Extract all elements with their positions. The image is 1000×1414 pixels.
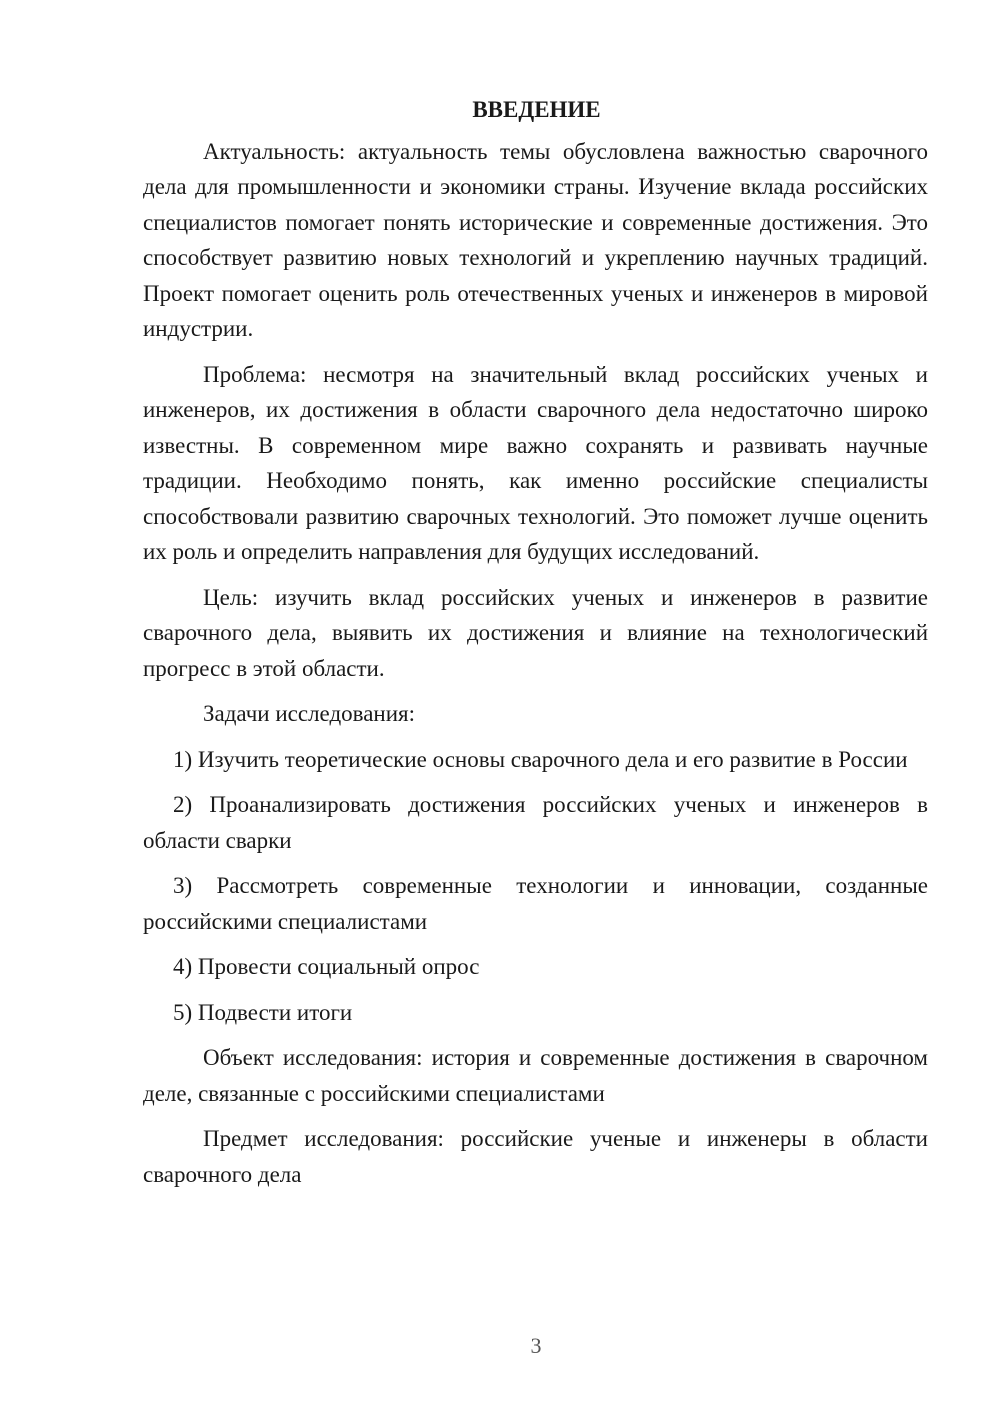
tasks-heading: Задачи исследования: bbox=[203, 701, 416, 726]
relevance-paragraph: Актуальность: актуальность темы обусловлена важностью сварочного дела для промышленности и экономики страны. Изучение вклада российских специалистов помогает понять исторические и современные достижения. Это способствует развитию новых технологий и укреплению научных традиций. Проект помогает оценить роль отечественных ученых и инженеров в мировой индустрии. bbox=[143, 138, 928, 341]
page-number: 3 bbox=[530, 1333, 542, 1358]
task-item-2: 2) Проанализировать достижения российских ученых и инженеров в области сварки bbox=[143, 792, 928, 853]
task-item-3: 3) Рассмотреть современные технологии и инновации, созданные российскими специалистами bbox=[143, 873, 928, 934]
object-paragraph: Объект исследования: история и современные достижения в сварочном деле, связанные с российскими специалистами bbox=[143, 1045, 928, 1106]
problem-paragraph: Проблема: несмотря на значительный вклад российских ученых и инженеров, их достижения в области сварочного дела недостаточно широко известны. В современном мире важно сохранять и развивать научные традиции. Необходимо понять, как именно российские специалисты способствовали развитию сварочных технологий. Это поможет лучше оценить их роль и определить направления для будущих исследований. bbox=[143, 361, 928, 564]
task-item-1: 1) Изучить теоретические основы сварочного дела и его развитие в России bbox=[173, 746, 908, 772]
goal-paragraph: Цель: изучить вклад российских ученых и инженеров в развитие сварочного дела, выявить их достижения и влияние на технологический прогресс в этой области. bbox=[143, 584, 928, 681]
subject-paragraph: Предмет исследования: российские ученые и инженеры в области сварочного дела bbox=[143, 1126, 928, 1187]
task-item-5: 5) Подвести итоги bbox=[173, 999, 353, 1025]
section-title: ВВЕДЕНИЕ bbox=[472, 97, 601, 122]
page-content bbox=[143, 92, 928, 1202]
task-item-4: 4) Провести социальный опрос bbox=[173, 954, 480, 979]
